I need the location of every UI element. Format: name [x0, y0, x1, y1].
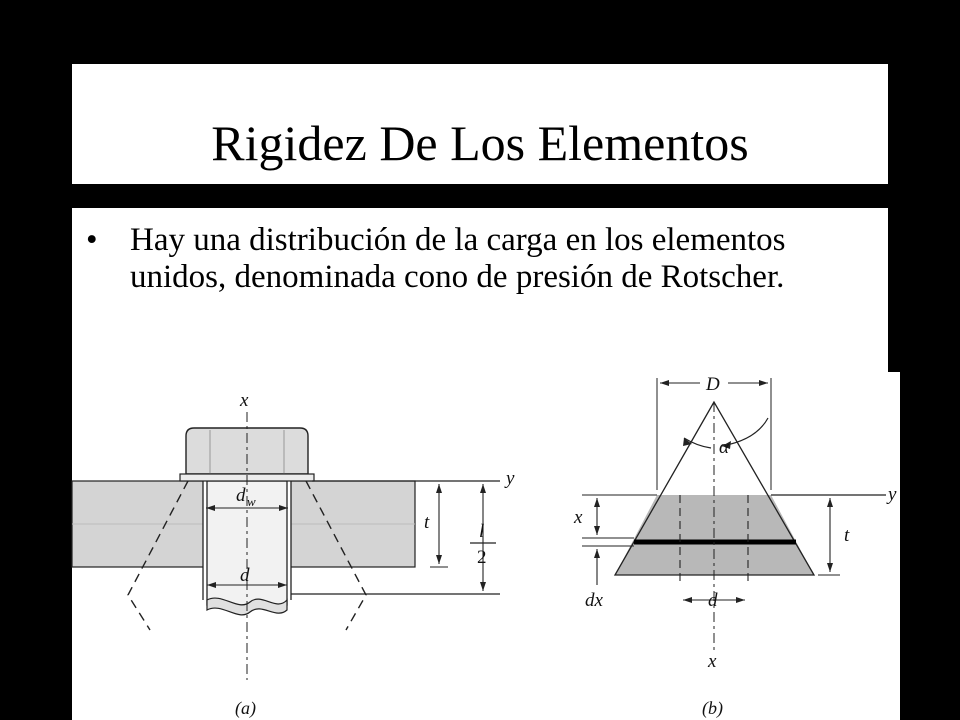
label-y-b: y: [888, 484, 897, 505]
label-x-left: x: [574, 507, 583, 528]
label-t-b: t: [844, 525, 850, 546]
label-d: d: [240, 565, 250, 586]
label-D: D: [706, 374, 720, 395]
label-t: t: [424, 512, 430, 533]
slide-title: Rigidez De Los Elementos: [211, 115, 749, 171]
label-l: l: [479, 521, 485, 542]
caption-b: (b): [702, 698, 723, 718]
label-dx: dx: [585, 590, 603, 611]
bullet-text: Hay una distribución de la carga en los elementos unidos, denominada cono de presión de Rotscher.: [130, 222, 786, 295]
caption-a: (a): [235, 698, 256, 718]
label-x-bottom: x: [708, 651, 717, 672]
label-d-b: d: [708, 590, 718, 611]
bullet-marker: •: [86, 222, 98, 258]
label-two: 2: [477, 547, 487, 568]
label-y: y: [506, 468, 515, 489]
label-dw-sub: w: [247, 494, 256, 509]
label-x: x: [240, 390, 249, 411]
label-dw: d: [236, 485, 246, 506]
label-alpha: α: [719, 437, 729, 458]
